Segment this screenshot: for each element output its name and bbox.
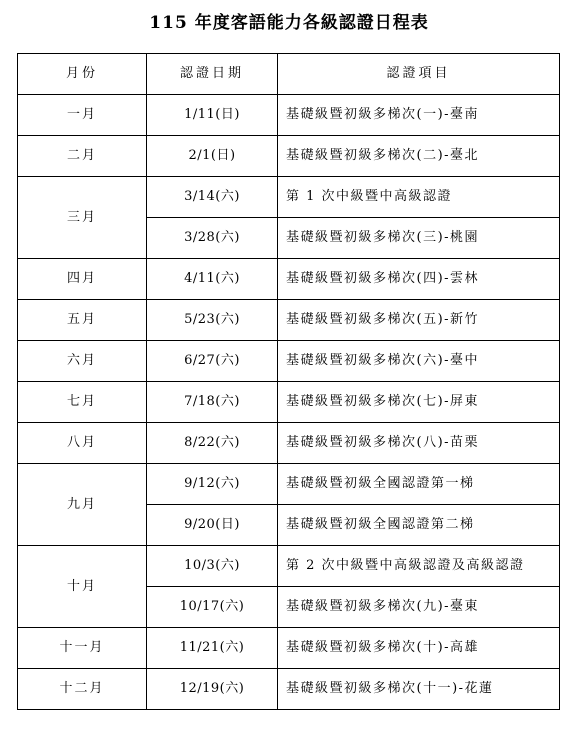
date-cell: 11/21(六): [147, 628, 278, 669]
item-cell: 基礎級暨初級全國認證第一梯: [278, 464, 560, 505]
table-row: [18, 382, 560, 423]
item-cell: 基礎級暨初級多梯次(七)-屏東: [278, 382, 560, 423]
date-cell: 1/11(日): [147, 95, 278, 136]
item-cell: 基礎級暨初級多梯次(五)-新竹: [278, 300, 560, 341]
table-row: [18, 136, 560, 177]
item-cell: 基礎級暨初級多梯次(九)-臺東: [278, 587, 560, 628]
date-cell: 5/23(六): [147, 300, 278, 341]
month-cell: 十二月: [18, 669, 147, 710]
date-cell: 4/11(六): [147, 259, 278, 300]
date-cell: 2/1(日): [147, 136, 278, 177]
header-date: 認證日期: [147, 54, 278, 95]
date-cell: 10/3(六): [147, 546, 278, 587]
item-cell: 基礎級暨初級多梯次(十)-高雄: [278, 628, 560, 669]
item-cell: 第 1 次中級暨中高級認證: [278, 177, 560, 218]
table-row: [18, 669, 560, 710]
table-row: [18, 300, 560, 341]
item-cell: 基礎級暨初級全國認證第二梯: [278, 505, 560, 546]
header-item: 認證項目: [278, 54, 560, 95]
date-cell: 8/22(六): [147, 423, 278, 464]
table-row: [18, 259, 560, 300]
date-cell: 6/27(六): [147, 341, 278, 382]
page-title: 115 年度客語能力各級認證日程表: [149, 13, 429, 33]
month-cell: 十月: [18, 546, 147, 628]
table-row: [18, 341, 560, 382]
month-cell: 九月: [18, 464, 147, 546]
table-row: [18, 546, 560, 587]
item-cell: 基礎級暨初級多梯次(一)-臺南: [278, 95, 560, 136]
month-cell: 四月: [18, 259, 147, 300]
item-cell: 基礎級暨初級多梯次(三)-桃園: [278, 218, 560, 259]
date-cell: 9/12(六): [147, 464, 278, 505]
item-cell: 基礎級暨初級多梯次(八)-苗栗: [278, 423, 560, 464]
date-cell: 3/14(六): [147, 177, 278, 218]
month-cell: 三月: [18, 177, 147, 259]
table-row: [18, 95, 560, 136]
month-cell: 一月: [18, 95, 147, 136]
schedule-table: [17, 53, 560, 710]
date-cell: 7/18(六): [147, 382, 278, 423]
item-cell: 基礎級暨初級多梯次(二)-臺北: [278, 136, 560, 177]
month-cell: 五月: [18, 300, 147, 341]
table-row: [18, 628, 560, 669]
date-cell: 10/17(六): [147, 587, 278, 628]
table-header-row: [18, 54, 560, 95]
header-month: 月份: [18, 54, 147, 95]
item-cell: 基礎級暨初級多梯次(六)-臺中: [278, 341, 560, 382]
month-cell: 七月: [18, 382, 147, 423]
month-cell: 八月: [18, 423, 147, 464]
table-row: [18, 177, 560, 218]
item-cell: 基礎級暨初級多梯次(四)-雲林: [278, 259, 560, 300]
month-cell: 二月: [18, 136, 147, 177]
item-cell: 基礎級暨初級多梯次(十一)-花蓮: [278, 669, 560, 710]
table-row: [18, 423, 560, 464]
table-row: [18, 464, 560, 505]
date-cell: 3/28(六): [147, 218, 278, 259]
month-cell: 六月: [18, 341, 147, 382]
month-cell: 十一月: [18, 628, 147, 669]
item-cell: 第 2 次中級暨中高級認證及高級認證: [278, 546, 560, 587]
date-cell: 12/19(六): [147, 669, 278, 710]
date-cell: 9/20(日): [147, 505, 278, 546]
